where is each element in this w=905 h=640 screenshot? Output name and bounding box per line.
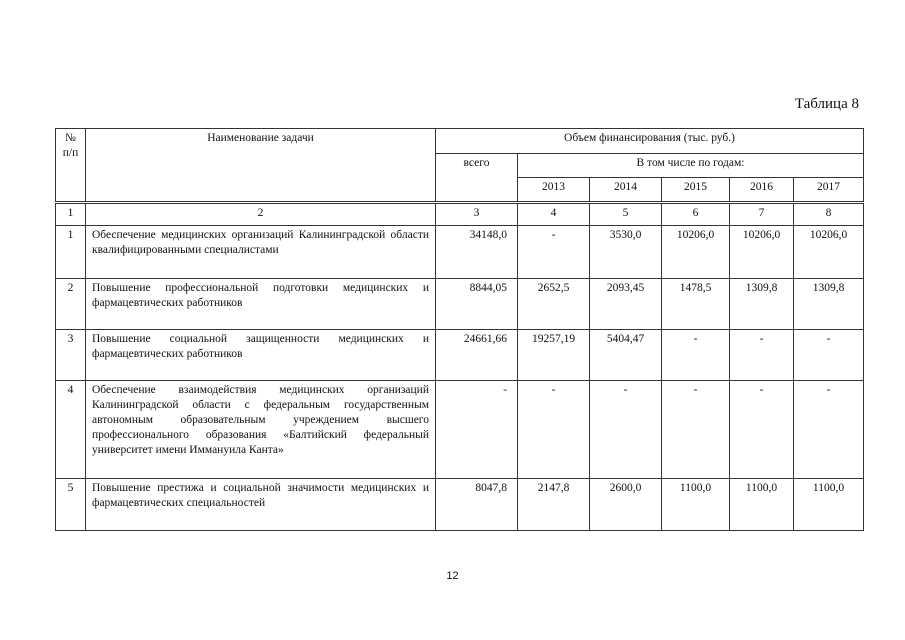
year-2015-value: -	[662, 330, 730, 381]
page-number: 12	[446, 570, 459, 582]
column-number: 7	[730, 203, 794, 226]
financing-table	[55, 128, 864, 531]
year-2016-value: 1100,0	[730, 479, 794, 531]
total-value: 8047,8	[436, 479, 518, 531]
column-number: 6	[662, 203, 730, 226]
row-number: 5	[56, 479, 86, 531]
year-2017-value: -	[794, 330, 864, 381]
header-year: 2014	[590, 178, 662, 203]
year-2013-value: 2652,5	[518, 279, 590, 330]
total-value: 8844,05	[436, 279, 518, 330]
total-value: 34148,0	[436, 226, 518, 279]
column-number: 2	[86, 203, 436, 226]
header-funding: Объем финансирования (тыс. руб.)	[436, 129, 864, 154]
year-2015-value: -	[662, 381, 730, 479]
task-name: Повышение социальной защищенности медицинских и фармацевтических работников	[86, 330, 436, 381]
year-2013-value: -	[518, 381, 590, 479]
total-value: -	[436, 381, 518, 479]
header-row-1	[56, 129, 864, 154]
column-number: 5	[590, 203, 662, 226]
year-2017-value: 1100,0	[794, 479, 864, 531]
header-year: 2016	[730, 178, 794, 203]
year-2014-value: 3530,0	[590, 226, 662, 279]
task-name: Обеспечение медицинских организаций Калининградской области квалифицированными специалистами	[86, 226, 436, 279]
task-name: Обеспечение взаимодействия медицинских организаций Калининградской области с федеральным государственным автономным образовательным учреждением высшего профессионального образования «Балтийский федеральный университет имени Иммануила Канта»	[86, 381, 436, 479]
total-value: 24661,66	[436, 330, 518, 381]
year-2016-value: -	[730, 330, 794, 381]
year-2016-value: 10206,0	[730, 226, 794, 279]
year-2014-value: 2093,45	[590, 279, 662, 330]
year-2014-value: -	[590, 381, 662, 479]
row-number: 1	[56, 226, 86, 279]
column-number: 1	[56, 203, 86, 226]
year-2017-value: 10206,0	[794, 226, 864, 279]
header-year: 2013	[518, 178, 590, 203]
year-2015-value: 10206,0	[662, 226, 730, 279]
year-2015-value: 1100,0	[662, 479, 730, 531]
header-no: № п/п	[56, 129, 86, 203]
year-2013-value: 19257,19	[518, 330, 590, 381]
year-2017-value: 1309,8	[794, 279, 864, 330]
header-task-name: Наименование задачи	[86, 129, 436, 203]
year-2016-value: -	[730, 381, 794, 479]
year-2014-value: 2600,0	[590, 479, 662, 531]
table-caption: Таблица 8	[794, 96, 859, 112]
task-name: Повышение профессиональной подготовки медицинских и фармацевтических работников	[86, 279, 436, 330]
table-row	[56, 479, 864, 531]
header-year: 2015	[662, 178, 730, 203]
header-year: 2017	[794, 178, 864, 203]
table-row	[56, 381, 864, 479]
year-2013-value: 2147,8	[518, 479, 590, 531]
row-number: 3	[56, 330, 86, 381]
year-2017-value: -	[794, 381, 864, 479]
table-row	[56, 330, 864, 381]
row-number: 4	[56, 381, 86, 479]
column-number: 4	[518, 203, 590, 226]
year-2014-value: 5404,47	[590, 330, 662, 381]
column-number: 8	[794, 203, 864, 226]
task-name: Повышение престижа и социальной значимости медицинских и фармацевтических специальностей	[86, 479, 436, 531]
table-row	[56, 226, 864, 279]
header-total: всего	[436, 154, 518, 203]
year-2016-value: 1309,8	[730, 279, 794, 330]
table-row	[56, 279, 864, 330]
year-2013-value: -	[518, 226, 590, 279]
header-by-years: В том числе по годам:	[518, 154, 864, 178]
column-numbers-row	[56, 203, 864, 226]
column-number: 3	[436, 203, 518, 226]
year-2015-value: 1478,5	[662, 279, 730, 330]
row-number: 2	[56, 279, 86, 330]
